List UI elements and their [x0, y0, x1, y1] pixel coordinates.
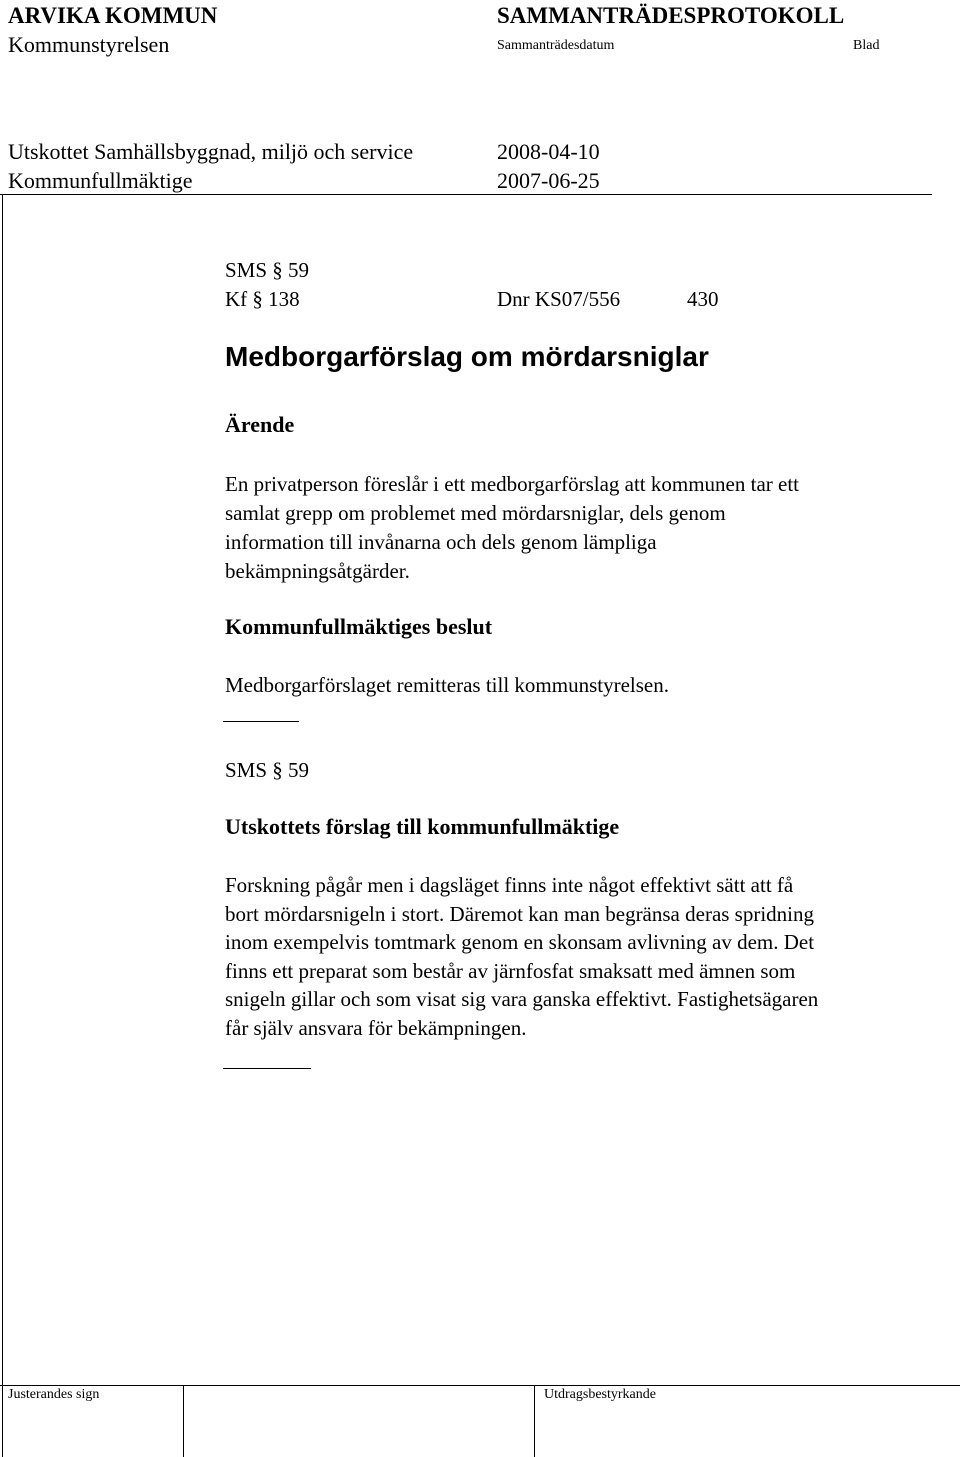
utskott-line: inom exempelvis tomtmark genom en skonsam avlivning av dem. Det [225, 930, 815, 954]
kf-beslut-text: Medborgarförslaget remitteras till kommunstyrelsen. [225, 673, 670, 697]
footer-divider-left [183, 1385, 184, 1457]
diary-number: Dnr KS07/556 [497, 287, 621, 311]
sms-reference: SMS § 59 [225, 258, 310, 282]
frame-top-line [0, 194, 932, 195]
arende-line: En privatperson föreslår i ett medborgarförslag att kommunen tar ett [225, 472, 800, 496]
separator-rule [223, 721, 299, 722]
arende-line: information till invånarna och dels genom lämpliga [225, 530, 657, 554]
utskott-line: bort mördarsnigeln i stort. Däremot kan man begränsa deras spridning [225, 902, 815, 926]
utskott-line: Forskning pågår men i dagsläget finns inte något effektivt sätt att få [225, 873, 794, 897]
utskott-line: finns ett preparat som består av järnfosfat smaksatt med ämnen som [225, 959, 796, 983]
section-heading-utskott: Utskottets förslag till kommunfullmäktige [225, 814, 620, 839]
arende-line: samlat grepp om problemet med mördarsniglar, dels genom [225, 501, 726, 525]
diary-code: 430 [687, 287, 719, 311]
utdragsbestyrkande-label: Utdragsbestyrkande [544, 1387, 656, 1402]
justerandes-sign-label: Justerandes sign [8, 1387, 100, 1402]
committee-name: Kommunstyrelsen [8, 32, 170, 57]
separator-rule [223, 1068, 311, 1069]
document-type: SAMMANTRÄDESPROTOKOLL [497, 3, 845, 28]
utskott-line: får själv ansvara för bekämpningen. [225, 1016, 527, 1040]
sms-reference: SMS § 59 [225, 758, 310, 782]
case-title: Medborgarförslag om mördarsniglar [225, 341, 709, 372]
meeting-date: 2007-06-25 [497, 168, 600, 193]
utskott-line: snigeln gillar och som visat sig vara ganska effektivt. Fastighetsägaren [225, 987, 819, 1011]
meeting-name: Utskottet Samhällsbyggnad, miljö och service [8, 139, 414, 164]
section-heading-kf-beslut: Kommunfullmäktiges beslut [225, 614, 493, 639]
page-label: Blad [853, 38, 880, 53]
municipality-name: ARVIKA KOMMUN [8, 3, 218, 28]
meeting-date: 2008-04-10 [497, 139, 600, 164]
meeting-date-label: Sammanträdesdatum [497, 38, 615, 53]
kf-reference: Kf § 138 [225, 287, 300, 311]
footer-divider-right [534, 1385, 535, 1457]
footer-top-line [0, 1385, 960, 1386]
arende-line: bekämpningsåtgärder. [225, 559, 410, 583]
frame-left-line [2, 194, 3, 1457]
section-heading-arende: Ärende [225, 412, 295, 437]
meeting-name: Kommunfullmäktige [8, 168, 193, 193]
